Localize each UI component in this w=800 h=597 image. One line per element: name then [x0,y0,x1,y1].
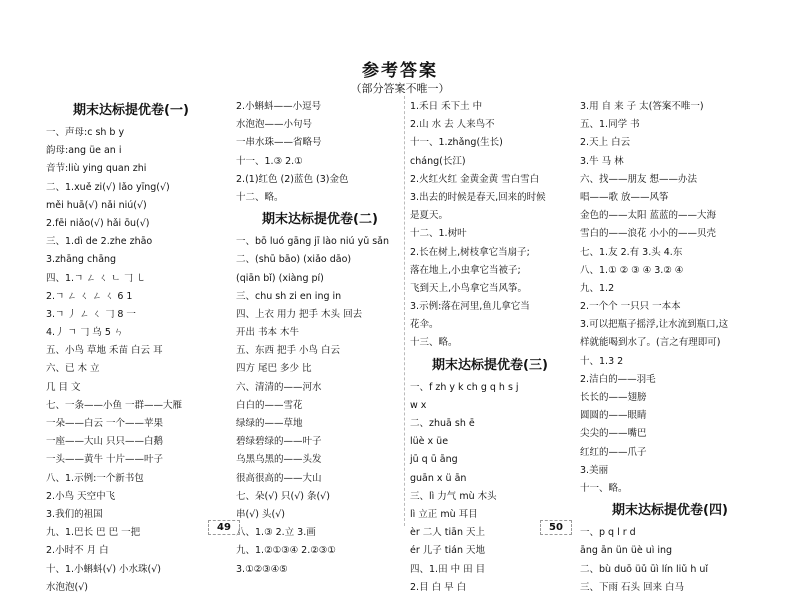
answer-line: 四方 尾巴 多少 比 [236,363,312,375]
answer-line: 2.fēi niǎo(√) hǎi ōu(√) [46,217,150,229]
answer-line: 一、p q l r d [580,527,636,539]
answer-line: 四、1.田 中 田 目 [410,563,486,575]
answer-line: 3.可以把瓶子摇浮,让水流到瓶口,这 [580,319,729,331]
answer-line: 花伞。 [410,319,439,331]
answer-line: 二、(shū bāo) (xiǎo dāo) [236,254,352,266]
answer-line: 3.①②③④⑤ [236,563,288,575]
answer-line: 3.出去的时候是春天,回来的时候 [410,191,546,203]
answer-line: 一、声母:c sh b y [46,127,125,138]
answer-line: 碧绿碧绿的——叶子 [236,436,322,448]
page-divider [404,96,405,526]
column-1 [46,98,216,597]
answer-line: 尖尖的——嘴巴 [580,428,647,440]
answer-line: 3.美丽 [580,464,609,476]
answer-line: 十一、1.zhǎng(生长) [410,137,503,149]
answer-line: 乌黑乌黑的——头发 [236,454,322,466]
answer-line: āng ān ün üè uì ing [580,545,673,557]
answer-line: 2.洁白的——羽毛 [580,373,656,385]
section-heading: 期末达标提优卷(一) [73,103,189,118]
answer-line: 六、清清的——河水 [236,381,322,393]
answer-line: 红红的——爪子 [580,446,647,458]
answer-line: 2.目 白 早 白 [410,581,467,593]
answer-line: 三、下雨 石头 回来 白马 [580,581,685,593]
answer-line: 十、1.3 2 [580,355,624,367]
answer-line: 落在地上,小虫拿它当被子; [410,264,521,276]
answer-line: 九、1.2 [580,282,615,294]
answer-line: 串(√) 头(√) [236,508,285,520]
answer-line: 八、1.示例:一个新书包 [46,472,144,484]
answer-line: 样就能喝到水了。(言之有理即可) [580,337,721,349]
answer-line: 八、1.③ 2.立 3.画 [236,527,316,539]
answer-line: 十二、1.树叶 [410,228,467,240]
section-heading: 期末达标提优卷(四) [612,503,728,519]
answer-line: 2.山 水 去 人来鸟不 [410,119,495,131]
answer-line: 3.牛 马 林 [580,155,624,167]
answer-line: 韵母:ang üe an i [46,145,122,157]
answer-line: 三、chu sh zi en ing in [236,290,342,302]
answer-line: 唱——歌 放——风筝 [580,191,669,203]
answer-line: 圆圆的——眼睛 [580,410,647,422]
answer-line: 一、f zh y k ch g q h s j [410,381,519,393]
answer-line: 水泡泡——小句号 [236,119,313,131]
answer-line: 2.ㄱ ㄥ ㄑ ㄥ ㄑ 6 1 [46,290,133,302]
answer-line: 白白的——雪花 [236,399,303,411]
answer-line: 2.长在树上,树枝拿它当扇子; [410,246,530,258]
page-title: 参考答案 [362,61,438,81]
answer-line: 九、1.巴长 巴 巴 一把 [46,527,141,539]
answer-line: 三、1.dì de 2.zhe zhāo [46,236,153,248]
answer-line: 开出 书本 木牛 [236,327,300,339]
answer-line: 七、一条——小鱼 一群——大雁 [46,399,183,411]
answer-line: w x [410,399,427,411]
answer-line: 几 目 文 [46,381,81,393]
answer-line: 二、bù duō üǔ ūì lín liǔ h uǐ [580,563,709,575]
column-4 [580,98,760,597]
answer-line: 七、1.友 2.有 3.头 4.东 [580,246,683,258]
answer-line: 十一、1.③ 2.① [236,155,303,167]
answer-line: 五、1.同学 书 [580,119,640,131]
answer-line: lì 立正 mù 耳目 [410,508,478,520]
page-number-left: 49 [208,520,240,535]
answer-line: 1.禾日 禾下土 中 [410,101,483,112]
answer-line: 四、上衣 用力 把手 木头 回去 [236,308,363,320]
answer-line: 2.(1)红色 (2)蓝色 (3)金色 [236,173,349,185]
section-heading: 期末达标提优卷(二) [262,212,378,228]
answer-line: 飞到天上,小鸟拿它当风筝。 [410,282,528,294]
answer-line: 一座——大山 只只——白鹅 [46,436,164,448]
answer-line: 十、1.小蝌蚪(√) 小水珠(√) [46,563,162,575]
answer-line: 是夏天。 [410,210,449,222]
answer-line: 二、zhuā sh ē [410,418,475,429]
answer-line: 一、bō luó gāng jī lào niú yǔ sǎn [236,236,390,248]
page-number-right: 50 [540,520,572,535]
section-heading: 期末达标提优卷(三) [432,357,548,373]
answer-line: 2.小鸟 天空中飞 [46,490,116,502]
answer-line: 长长的——翅膀 [580,392,647,403]
answer-line: ér 儿子 tián 天地 [410,545,486,557]
answer-line: 十一、略。 [580,482,628,494]
answer-line: 十二、略。 [236,191,284,203]
answer-line: 一串水珠——省略号 [236,137,322,149]
answer-line: 六、已 木 立 [46,363,100,375]
answer-line: 2.小时不 月 白 [46,545,109,557]
answer-line: 九、1.②①③④ 2.②③① [236,545,336,557]
answer-line: èr 二人 tiān 天上 [410,527,486,539]
answer-line: 十三、略。 [410,337,458,349]
answer-line: (qiān bǐ) (xiàng pí) [236,272,324,284]
answer-line: 很高很高的——大山 [236,472,322,484]
answer-line: 八、1.① ② ③ ④ 3.② ④ [580,264,684,276]
answer-line: 五、东西 把手 小鸟 白云 [236,345,341,357]
answer-line: jū q ū āng [410,454,458,466]
answer-line: 金色的——太阳 蓝蓝的——大海 [580,210,717,222]
answer-line: 2.一个个 一只只 一本本 [580,301,681,313]
column-2 [236,98,404,579]
answer-line: 3.ㄱ 丿 ㄥ ㄑ 𠃌 8 一 [46,308,136,320]
answer-line: 3.我们的祖国 [46,508,103,520]
answer-line: měi huā(√) nǎi niú(√) [46,199,147,211]
answer-line: 4.丿 ㄱ 𠃌 乌 5 ㄣ [46,327,124,339]
answer-line: 六、找——朋友 想——办法 [580,173,698,185]
answer-line: 水泡泡(√) [46,581,88,593]
answer-line: 2.天上 白云 [580,137,631,149]
answer-line: guān x ü ān [410,472,467,484]
answer-line: 一朵——白云 一个——苹果 [46,418,164,429]
answer-line: 音节:liù ying quan zhi [46,163,147,175]
answer-line: 3.用 自 来 子 太(答案不唯一) [580,101,704,112]
answer-line: 2.火红火红 金黄金黄 雪白雪白 [410,173,540,185]
answer-line: 3.示例:落在河里,鱼儿拿它当 [410,301,530,313]
answer-line: 七、朵(√) 只(√) 条(√) [236,490,330,502]
answer-line: 五、小鸟 草地 禾苗 白云 耳 [46,345,163,357]
answer-line: cháng(长江) [410,155,466,167]
answer-line: 雪白的——浪花 小小的——贝壳 [580,228,717,240]
answer-line: 绿绿的——草地 [236,418,303,429]
page-subtitle: （部分答案不唯一） [350,82,450,95]
answer-line: 2.小蝌蚪——小逗号 [236,101,322,112]
answer-line: 二、1.xuě zi(√) lǎo yīng(√) [46,181,170,193]
answer-line: 3.zhāng chāng [46,254,117,266]
answer-line: lüè x üe [410,436,449,448]
answer-line: 一头——黄牛 十片——叶子 [46,454,164,466]
answer-line: 四、1.ㄱ ㄥ ㄑ ㄴ 𠃌 ㇄ [46,272,146,284]
answer-line: 三、lì 力气 mù 木头 [410,490,497,502]
